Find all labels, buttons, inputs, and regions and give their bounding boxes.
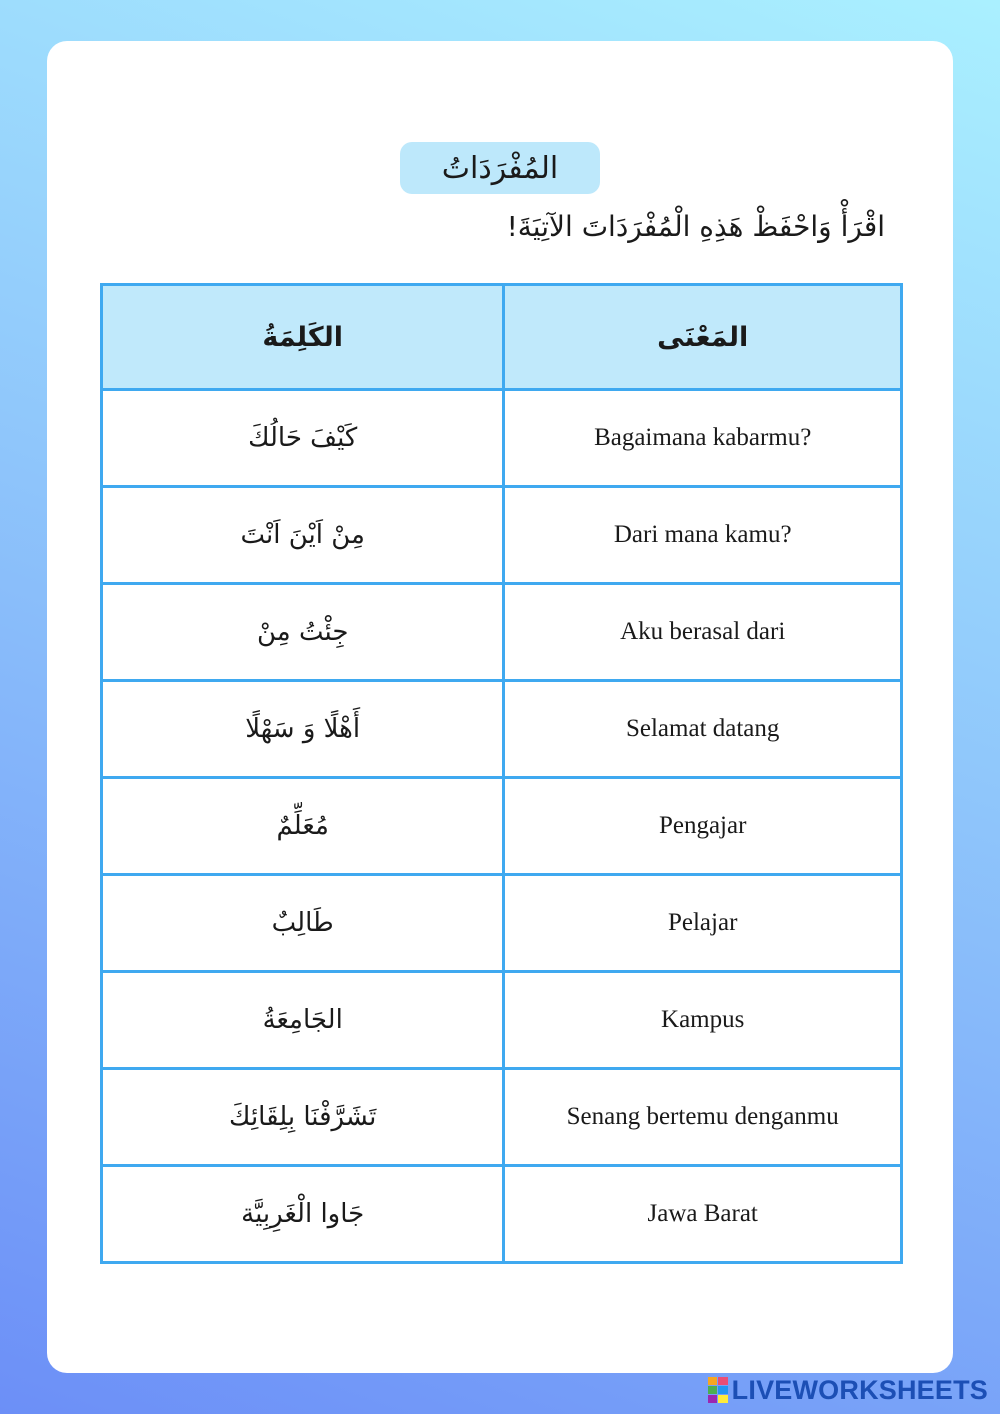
table-row — [102, 875, 902, 972]
table-row — [102, 1069, 902, 1166]
liveworksheets-logo[interactable] — [708, 1374, 988, 1406]
meaning-cell: Pengajar — [504, 778, 902, 875]
word-column-header: الكَلِمَةُ — [102, 285, 504, 390]
meaning-cell: Bagaimana kabarmu? — [504, 390, 902, 487]
meaning-cell: Kampus — [504, 972, 902, 1069]
word-cell: مُعَلِّمٌ — [102, 778, 504, 875]
table-row — [102, 390, 902, 487]
meaning-cell: Pelajar — [504, 875, 902, 972]
word-cell: طَالِبٌ — [102, 875, 504, 972]
liveworksheets-logo-icon — [708, 1377, 728, 1403]
meaning-cell: Aku berasal dari — [504, 584, 902, 681]
word-cell: مِنْ اَيْنَ اَنْتَ — [102, 487, 504, 584]
vocabulary-table — [100, 283, 903, 1264]
table-row — [102, 584, 902, 681]
word-cell: تَشَرَّفْنَا بِلِقَائِكَ — [102, 1069, 504, 1166]
word-cell: جِئْتُ مِنْ — [102, 584, 504, 681]
table-header-row — [102, 285, 902, 390]
table-row — [102, 1166, 902, 1263]
brand-name: LIVEWORKSHEETS — [731, 1374, 988, 1405]
meaning-cell: Selamat datang — [504, 681, 902, 778]
meaning-column-header: المَعْنَى — [504, 285, 902, 390]
word-cell: كَيْفَ حَالُكَ — [102, 390, 504, 487]
table-row — [102, 778, 902, 875]
page-title: المُفْرَدَاتُ — [400, 142, 600, 194]
word-cell: جَاوا الْغَرِبِيَّة — [102, 1166, 504, 1263]
meaning-cell: Senang bertemu denganmu — [504, 1069, 902, 1166]
instruction-text: اقْرَأْ وَاحْفَظْ هَذِهِ الْمُفْرَدَاتَ الآتِيَةَ! — [506, 210, 885, 243]
meaning-cell: Jawa Barat — [504, 1166, 902, 1263]
table-row — [102, 972, 902, 1069]
meaning-cell: Dari mana kamu? — [504, 487, 902, 584]
table-row — [102, 487, 902, 584]
word-cell: أَهْلًا وَ سَهْلًا — [102, 681, 504, 778]
table-row — [102, 681, 902, 778]
word-cell: الجَامِعَةُ — [102, 972, 504, 1069]
